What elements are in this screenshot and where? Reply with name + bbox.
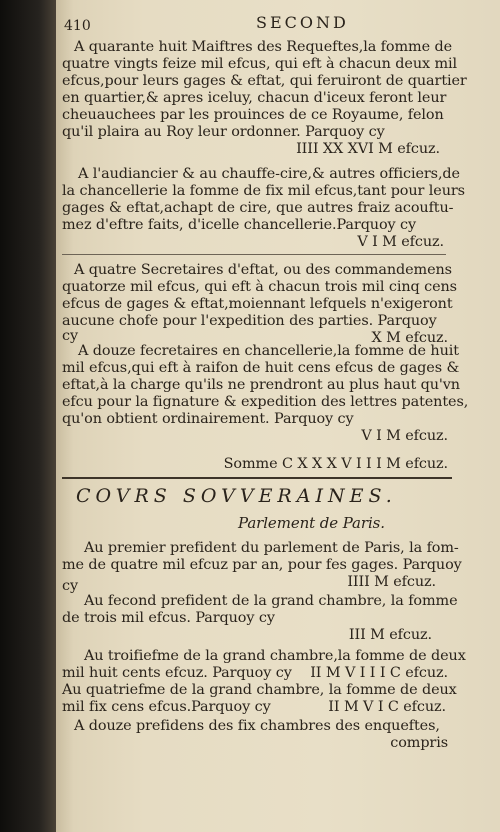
- text-line: Au premier prefident du parlement de Paris, la fom-: [84, 540, 459, 556]
- text-line: qu'on obtient ordinairement. Parquoy cy: [62, 411, 354, 427]
- text-line: A douze fecretaires en chancellerie,la fomme de huit: [78, 343, 459, 359]
- sum-line: Somme C X X X V I I I M efcuz.: [223, 456, 448, 472]
- text-line: eftat,à la charge qu'ils ne prendront au plus haut qu'vn: [62, 377, 460, 393]
- text-line: Au fecond prefident de la grand chambre, la fomme: [84, 593, 458, 609]
- text-line: quatorze mil efcus, qui eft à chacun trois mil cinq cens: [62, 279, 457, 295]
- text-line: mil fix cens efcus.Parquoy cy: [62, 699, 271, 715]
- text-line: qu'il plaira au Roy leur ordonner. Parquoy cy: [62, 124, 385, 140]
- text-line: Au quatriefme de la grand chambre, la fomme de deux: [62, 682, 457, 698]
- text-line: cy: [62, 578, 78, 594]
- amount-line: IIII M efcuz.: [347, 574, 436, 590]
- text-line: la chancellerie la fomme de fix mil efcus,tant pour leurs: [62, 183, 465, 199]
- text-line: efcus de gages & eftat,moiennant lefquels n'exigeront: [62, 296, 453, 312]
- section-subtitle: Parlement de Paris.: [238, 514, 385, 532]
- text-line: en quartier,& apres iceluy, chacun d'iceux feront leur: [62, 90, 447, 106]
- text-line: A l'audiancier & au chauffe-cire,& autres officiers,de: [78, 166, 460, 182]
- text-line: mil efcus,qui eft à raifon de huit cens efcus de gages &: [62, 360, 460, 376]
- book-gutter: [0, 0, 56, 832]
- amount-line: V I M efcuz.: [357, 234, 444, 250]
- section-title: COVRS SOVVERAINES.: [76, 485, 397, 507]
- text-line: efcus,pour leurs gages & eftat, qui feruiront de quartier: [62, 73, 467, 89]
- text-line: efcu pour la fignature & expedition des lettres patentes,: [62, 394, 469, 410]
- amount-line: V I M efcuz.: [361, 428, 448, 444]
- book-page: [56, 0, 500, 832]
- text-line: mil huit cents efcuz. Parquoy cy: [62, 665, 292, 681]
- text-line: A quatre Secretaires d'eftat, ou des commandemens: [74, 262, 452, 278]
- page-number: 410: [64, 18, 91, 34]
- amount-line: II M V I I I C efcuz.: [310, 665, 448, 681]
- text-line: mez d'eftre faits, d'icelle chancellerie.Parquoy cy: [62, 217, 417, 233]
- text-line: de trois mil efcus. Parquoy cy: [62, 610, 275, 626]
- section-divider: [62, 254, 446, 255]
- text-line: quatre vingts feize mil efcus, qui eft à chacun deux mil: [62, 56, 458, 72]
- text-line: me de quatre mil efcuz par an, pour fes gages. Parquoy: [62, 557, 462, 573]
- text-line: aucune chofe pour l'expedition des parties. Parquoy: [62, 313, 437, 329]
- text-line: cy: [62, 328, 78, 344]
- text-line: gages & eftat,achapt de cire, que autres fraiz acouftu-: [62, 200, 454, 216]
- running-title: SECOND: [256, 13, 349, 32]
- text-line: A douze prefidens des fix chambres des enqueftes,: [74, 718, 440, 734]
- catchword: compris: [390, 735, 448, 751]
- amount-line: II M V I C efcuz.: [328, 699, 446, 715]
- amount-line: X M efcuz.: [371, 330, 448, 346]
- text-line: Au troifiefme de la grand chambre,la fomme de deux: [84, 648, 466, 664]
- text-line: cheuauchees par les prouinces de ce Royaume, felon: [62, 107, 444, 123]
- section-divider: [62, 477, 452, 479]
- amount-line: IIII XX XVI M efcuz.: [296, 141, 440, 157]
- amount-line: III M efcuz.: [348, 627, 432, 643]
- text-line: A quarante huit Maiftres des Requeftes,la fomme de: [74, 39, 452, 55]
